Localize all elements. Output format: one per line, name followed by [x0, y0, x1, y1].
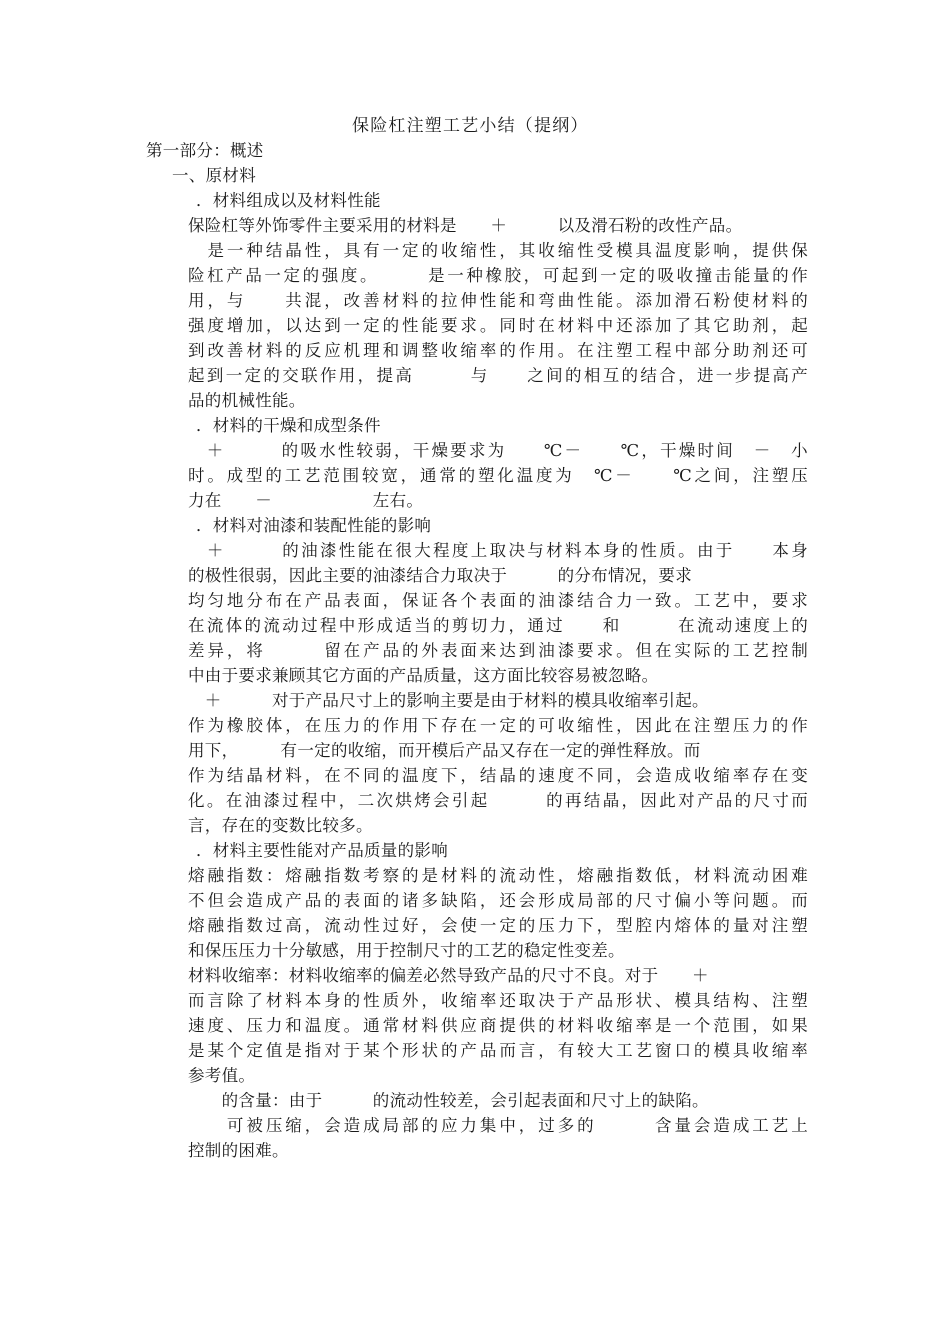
paragraph-line: 熔融指数：熔融指数考察的是材料的流动性，熔融指数低，材料流动困难	[188, 866, 808, 885]
paragraph-line: 品的机械性能。	[188, 391, 306, 410]
paragraph-line: 中由于要求兼顾其它方面的产品质量，这方面比较容易被忽略。	[188, 666, 659, 685]
paragraph-line: 在流体的流动过程中形成适当的剪切力，通过 和 在流动速度上的	[188, 616, 808, 635]
paragraph-line: 控制的困难。	[188, 1141, 289, 1160]
paragraph-line: 保险杠等外饰零件主要采用的材料是 ＋ 以及滑石粉的改性产品。	[188, 216, 743, 235]
paragraph-line: 用下， 有一定的收缩，而开模后产品又存在一定的弹性释放。而	[188, 741, 701, 760]
paragraph-line: 起到一定的交联作用，提高 与 之间的相互的结合，进一步提高产	[188, 366, 808, 385]
paragraph-line: 不但会造成产品的表面的诸多缺陷，还会形成局部的尺寸偏小等问题。而	[188, 891, 808, 910]
paragraph-line: 而言除了材料本身的性质外，收缩率还取决于产品形状、模具结构、注塑	[188, 991, 808, 1010]
paragraph-line: 言，存在的变数比较多。	[188, 816, 373, 835]
paragraph-line: 速度、压力和温度。通常材料供应商提供的材料收缩率是一个范围，如果	[188, 1016, 808, 1035]
paragraph-line: 的极性很弱，因此主要的油漆结合力取决于 的分布情况，要求	[188, 566, 692, 585]
paragraph-line: 是一种结晶性，具有一定的收缩性，其收缩性受模具温度影响，提供保	[188, 241, 808, 260]
subsection-heading: ．材料主要性能对产品质量的影响	[196, 841, 448, 860]
paragraph-line: 险杠产品一定的强度。 是一种橡胶，可起到一定的吸收撞击能量的作	[188, 266, 808, 285]
paragraph-line: 作为结晶材料，在不同的温度下，结晶的速度不同，会造成收缩率存在变	[188, 766, 808, 785]
paragraph-line: 强度增加，以达到一定的性能要求。同时在材料中还添加了其它助剂，起	[188, 316, 808, 335]
paragraph-line: ＋ 的油漆性能在很大程度上取决与材料本身的性质。由于 本身	[188, 541, 808, 560]
subsection-heading: ．材料的干燥和成型条件	[196, 416, 381, 435]
subsection-heading: ．材料组成以及材料性能	[196, 191, 381, 210]
paragraph-line: 是某个定值是指对于某个形状的产品而言，有较大工艺窗口的模具收缩率	[188, 1041, 808, 1060]
paragraph-line: 到改善材料的反应机理和调整收缩率的作用。在注塑工程中部分助剂还可	[188, 341, 808, 360]
paragraph-line: 作为橡胶体，在压力的作用下存在一定的可收缩性，因此在注塑压力的作	[188, 716, 808, 735]
subsection-heading: ．材料对油漆和装配性能的影响	[196, 516, 432, 535]
paragraph-line: 化。在油漆过程中，二次烘烤会引起 的再结晶，因此对产品的尺寸而	[188, 791, 808, 810]
paragraph-line: 可被压缩，会造成局部的应力集中，过多的 含量会造成工艺上	[188, 1116, 808, 1135]
paragraph-line: 用，与 共混，改善材料的拉伸性能和弯曲性能。添加滑石粉使材料的	[188, 291, 808, 310]
paragraph-line: 力在 － 左右。	[188, 491, 424, 510]
paragraph-line: 均匀地分布在产品表面，保证各个表面的油漆结合力一致。工艺中，要求	[188, 591, 808, 610]
paragraph-line: 熔融指数过高，流动性过好，会使一定的压力下，型腔内熔体的量对注塑	[188, 916, 808, 935]
paragraph-line: 和保压压力十分敏感，用于控制尺寸的工艺的稳定性变差。	[188, 941, 625, 960]
paragraph-line: ＋ 的吸水性较弱，干燥要求为 ℃－ ℃，干燥时间 － 小	[188, 441, 808, 460]
paragraph-line: ＋ 对于产品尺寸上的影响主要是由于材料的模具收缩率引起。	[188, 691, 709, 710]
paragraph-line: 差异，将 留在产品的外表面来达到油漆要求。但在实际的工艺控制	[188, 641, 808, 660]
paragraph-line: 时。成型的工艺范围较宽，通常的塑化温度为 ℃－ ℃之间，注塑压	[188, 466, 808, 485]
document-title: 保险杠注塑工艺小结（提纲）	[352, 116, 589, 136]
section-heading: 一、原材料	[172, 166, 256, 185]
paragraph-line: 材料收缩率：材料收缩率的偏差必然导致产品的尺寸不良。对于 ＋	[188, 966, 709, 985]
part-heading: 第一部分：概述	[146, 141, 264, 160]
paragraph-line: 参考值。	[188, 1066, 256, 1085]
paragraph-line: 的含量：由于 的流动性较差，会引起表面和尺寸上的缺陷。	[188, 1091, 709, 1110]
